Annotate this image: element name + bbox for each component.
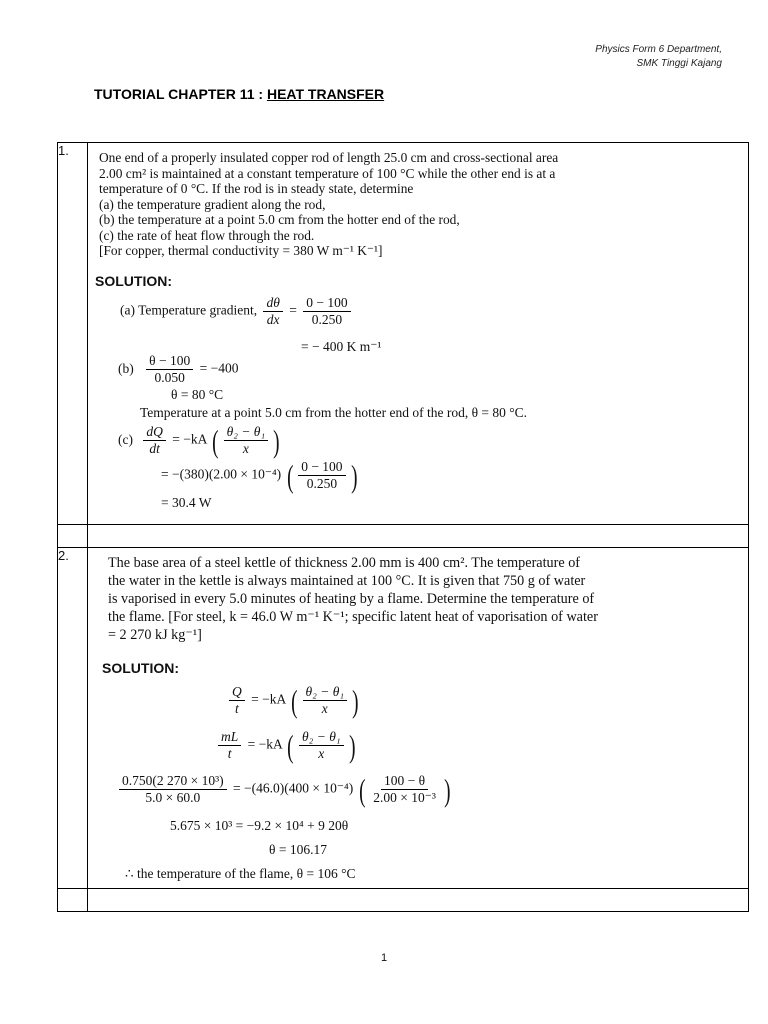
final-answer: ∴ the temperature of the flame, θ = 106 °C	[125, 866, 356, 881]
fraction-numerator: 0 − 100	[303, 295, 350, 312]
value-fraction	[303, 295, 350, 328]
question-line: (a) the temperature gradient along the rod,	[99, 196, 326, 212]
question-cell-1	[88, 143, 749, 525]
spacer-cell	[58, 525, 88, 548]
question-line: the water in the kettle is always maintained at 100 °C. It is given that 750 g of water	[108, 573, 586, 589]
fraction-denominator: x	[321, 701, 328, 716]
question-line: (b) the temperature at a point 5.0 cm from the hotter end of the rod,	[99, 212, 460, 227]
equation-rhs: = −kA	[251, 691, 286, 707]
question-cell-2	[88, 548, 749, 889]
question-text	[88, 548, 748, 644]
fraction-numerator: dQ	[143, 424, 166, 441]
value-fraction	[146, 353, 193, 386]
solution-part-a	[120, 295, 354, 328]
solution-line-5: θ = 106.17	[269, 842, 327, 857]
department-header	[595, 43, 722, 71]
bracket-group: ( $\frac{\text{θ₂ − θ₁}}{x}$ )	[212, 422, 280, 459]
fraction-numerator: θ₂ − θ₁	[224, 424, 269, 441]
fraction-denominator: t	[227, 746, 232, 761]
equation-rhs: = −400	[199, 360, 239, 376]
fraction-numerator: dθ	[263, 295, 282, 312]
part-b-theta: θ = 80 °C	[171, 387, 224, 402]
question-line: One end of a properly insulated copper rod of length 25.0 cm and cross-sectional area	[99, 150, 559, 165]
fraction-numerator: Q	[229, 684, 245, 701]
spacer-row	[58, 525, 749, 548]
derivative-fraction	[263, 295, 282, 328]
equation-rhs: = −(46.0)(400 × 10⁻⁴)	[233, 780, 354, 796]
question-line: = 2 270 kJ kg⁻¹]	[108, 627, 202, 643]
question-row-2	[58, 548, 749, 889]
solution-label: SOLUTION:	[102, 660, 179, 676]
fraction-denominator: 0.250	[306, 476, 338, 491]
solution-label: SOLUTION:	[95, 273, 172, 289]
page-title	[94, 86, 384, 102]
spacer-cell	[88, 525, 749, 548]
spacer-cell	[58, 889, 88, 912]
derivative-fraction	[143, 424, 166, 457]
part-a-label: (a) Temperature gradient,	[120, 302, 258, 318]
fraction-denominator: x	[318, 746, 325, 761]
fraction-numerator: 0.750(2 270 × 10³)	[119, 773, 227, 790]
solution-part-c	[118, 424, 282, 457]
fraction-denominator: 0.250	[311, 312, 343, 327]
fraction-numerator: θ₂ − θ₁	[299, 729, 344, 746]
question-number: 1.	[58, 143, 88, 525]
page-number: 1	[380, 952, 388, 964]
spacer-row	[58, 889, 749, 912]
question-line: [For copper, thermal conductivity = 380 W m⁻¹ K⁻¹]	[99, 243, 383, 258]
bracket-group: ( $\frac{100 - \theta}{\text{2.00 × 10⁻³}}$ )	[358, 771, 451, 808]
question-line: temperature of 0 °C. If the rod is in steady state, determine	[99, 181, 414, 196]
question-line: 2.00 cm² is maintained at a constant temperature of 100 °C while the other end is at a	[99, 165, 556, 181]
department-line: Physics Form 6 Department,	[595, 44, 722, 55]
part-c-substitution	[161, 459, 359, 492]
title-prefix: TUTORIAL CHAPTER 11 :	[94, 86, 267, 102]
solution-line-2	[215, 729, 357, 762]
fraction-denominator: dx	[266, 312, 280, 327]
question-line: is vaporised in every 5.0 minutes of heating by a flame. Determine the temperature of	[108, 591, 595, 607]
question-line: (c) the rate of heat flow through the rod.	[99, 227, 315, 243]
fraction-denominator: x	[242, 441, 249, 456]
part-a-result: = − 400 K m⁻¹	[301, 339, 382, 354]
question-line: the flame. [For steel, k = 46.0 W m⁻¹ K⁻¹; specific latent heat of vaporisation of water	[108, 609, 598, 625]
question-line: The base area of a steel kettle of thickness 2.00 mm is 400 cm². The temperature of	[108, 555, 581, 571]
tutorial-table	[57, 142, 749, 912]
equation-rhs: = −kA	[172, 431, 207, 447]
part-b-statement: Temperature at a point 5.0 cm from the hotter end of the rod, θ = 80 °C.	[140, 405, 528, 420]
bracket-group: ( $\frac{\text{θ₂ − θ₁}}{x}$ )	[287, 727, 356, 764]
fraction-denominator: dt	[149, 441, 160, 456]
solution-line-4: 5.675 × 10³ = −9.2 × 10⁴ + 9 20θ	[170, 818, 349, 833]
spacer-cell	[88, 889, 749, 912]
fraction-denominator: t	[234, 701, 239, 716]
question-number: 2.	[58, 548, 88, 889]
fraction-numerator: mL	[218, 729, 241, 746]
title-topic: HEAT TRANSFER	[266, 86, 385, 102]
substitution-text: = −(380)(2.00 × 10⁻⁴)	[161, 466, 282, 482]
fraction-numerator: θ − 100	[146, 353, 193, 370]
fraction-numerator: 0 − 100	[298, 459, 345, 476]
solution-line-1	[226, 684, 361, 717]
equation-rhs: = −kA	[247, 736, 282, 752]
solution-line-3	[116, 773, 453, 806]
equals-sign: =	[289, 302, 297, 318]
fraction-denominator: 5.0 × 60.0	[145, 790, 201, 805]
fraction-denominator: 2.00 × 10⁻³	[373, 790, 436, 805]
school-line: SMK Tinggi Kajang	[636, 58, 722, 69]
bracket-group: ( $\frac{\text{θ₂ − θ₁}}{x}$ )	[290, 682, 359, 719]
part-b-label: (b)	[118, 360, 134, 376]
bracket-group: ( $\frac{0 - 100}{0.250}$ )	[286, 457, 358, 494]
fraction-numerator: θ₂ − θ₁	[303, 684, 348, 701]
part-c-label: (c)	[118, 431, 133, 447]
question-text	[88, 143, 748, 259]
fraction-numerator: 100 − θ	[381, 773, 428, 790]
part-c-result: = 30.4 W	[161, 495, 212, 510]
solution-part-b	[118, 353, 238, 386]
question-row-1	[58, 143, 749, 525]
fraction-denominator: 0.050	[154, 370, 185, 385]
